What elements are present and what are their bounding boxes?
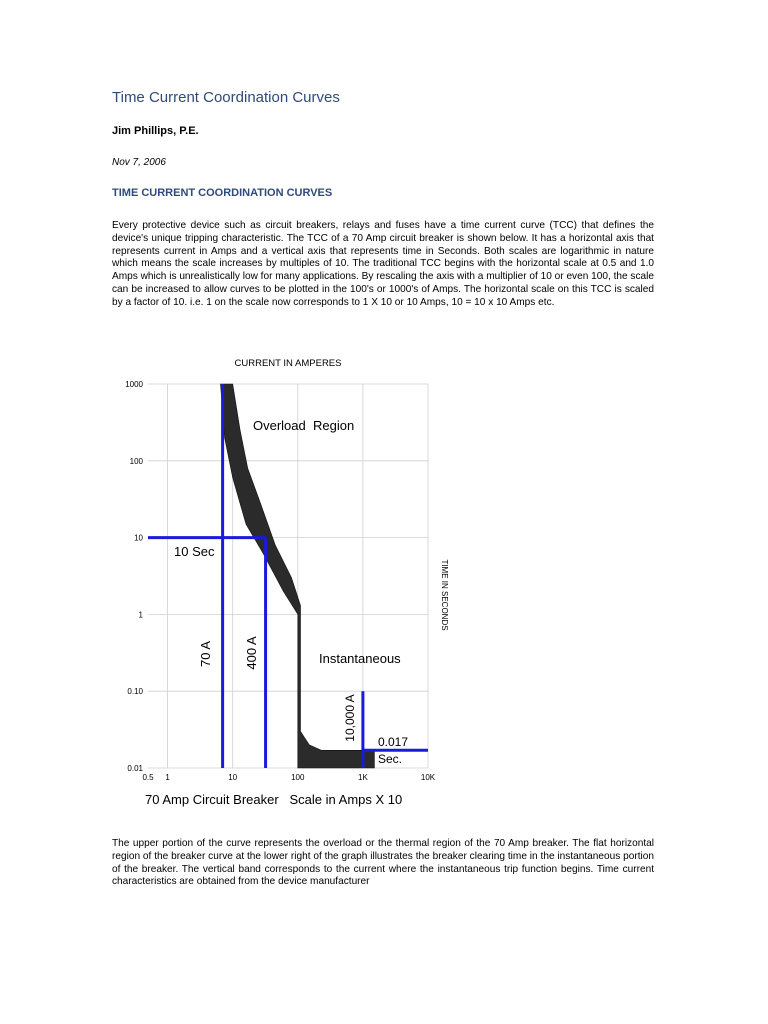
x-tick-label-4: 1K [358,773,368,782]
y-tick-label-5: 0.01 [127,764,143,773]
x-tick-label-2: 10 [228,773,238,782]
y-axis-label: TIME IN SECONDS [440,559,449,631]
y-tick-label-4: 0.10 [127,687,143,697]
instantaneous-label: Instantaneous [319,651,401,666]
y-tick-label-0: 1000 [125,380,143,389]
y-tick-label-3: 1 [138,610,143,620]
section-heading: TIME CURRENT COORDINATION CURVES [112,187,333,199]
chart-title: CURRENT IN AMPERES [234,358,342,369]
intro-paragraph: Every protective device such as circuit breakers, relays and fuses have a time current curve (TCC) that defines the device's unique tripping characteristic. The TCC of a 70 Amp circuit breaker is shown below. It has a horizontal axis that represents current in Amps and a vertical axis that represents time in Seconds. Both scales are logarithmic in nature which means the scale increases by multiples of 10. The traditional TCC begins with the horizontal scale at 0.5 and 1.0 Amps which is unrealistically low for many applications. By rescaling the axis with a multiplier of 10 or even 100, the scale can be increased to allow curves to be plotted in the 100's or 1000's of Amps. The horizontal scale on this TCC is scaled by a factor of 10. i.e. 1 on the scale now corresponds to 1 X 10 or 10 Amps, 10 = 10 x 10 Amps etc. [112,220,654,308]
publish-date: Nov 7, 2006 [112,157,166,168]
author-name: Jim Phillips, P.E. [112,125,199,137]
x-tick-label-5: 10K [420,773,436,782]
ten-sec-label: 10 Sec [174,544,215,559]
overload-region-label: Overload Region [253,418,355,433]
x-axis-label: 70 Amp Circuit Breaker Scale in Amps X 10 [145,792,403,807]
sec-value-label: 0.017 [378,735,409,749]
sec-unit-label: Sec. [378,752,403,766]
document-title: Time Current Coordination Curves [112,89,340,106]
marker-label-70a: 70 A [198,640,213,668]
marker-label-10000a: 10,000 A [343,694,357,742]
y-tick-label-2: 10 [134,533,143,543]
x-tick-label-1: 1 [165,773,170,782]
x-tick-label-3: 100 [291,773,305,782]
x-tick-label-0: 0.5 [142,773,154,782]
explanation-paragraph: The upper portion of the curve represents the overload or the thermal region of the 70 Amp breaker. The flat horizontal region of the breaker curve at the lower right of the graph illustrates the breaker clearing time in the instantaneous portion of the breaker. The vertical band corresponds to the current where the instantaneous trip function begins. Time current characteristics are obtained from the device manufacturer [112,838,654,888]
y-tick-label-1: 100 [129,456,143,466]
tcc-chart [100,350,560,815]
marker-label-400a: 400 A [244,636,259,670]
